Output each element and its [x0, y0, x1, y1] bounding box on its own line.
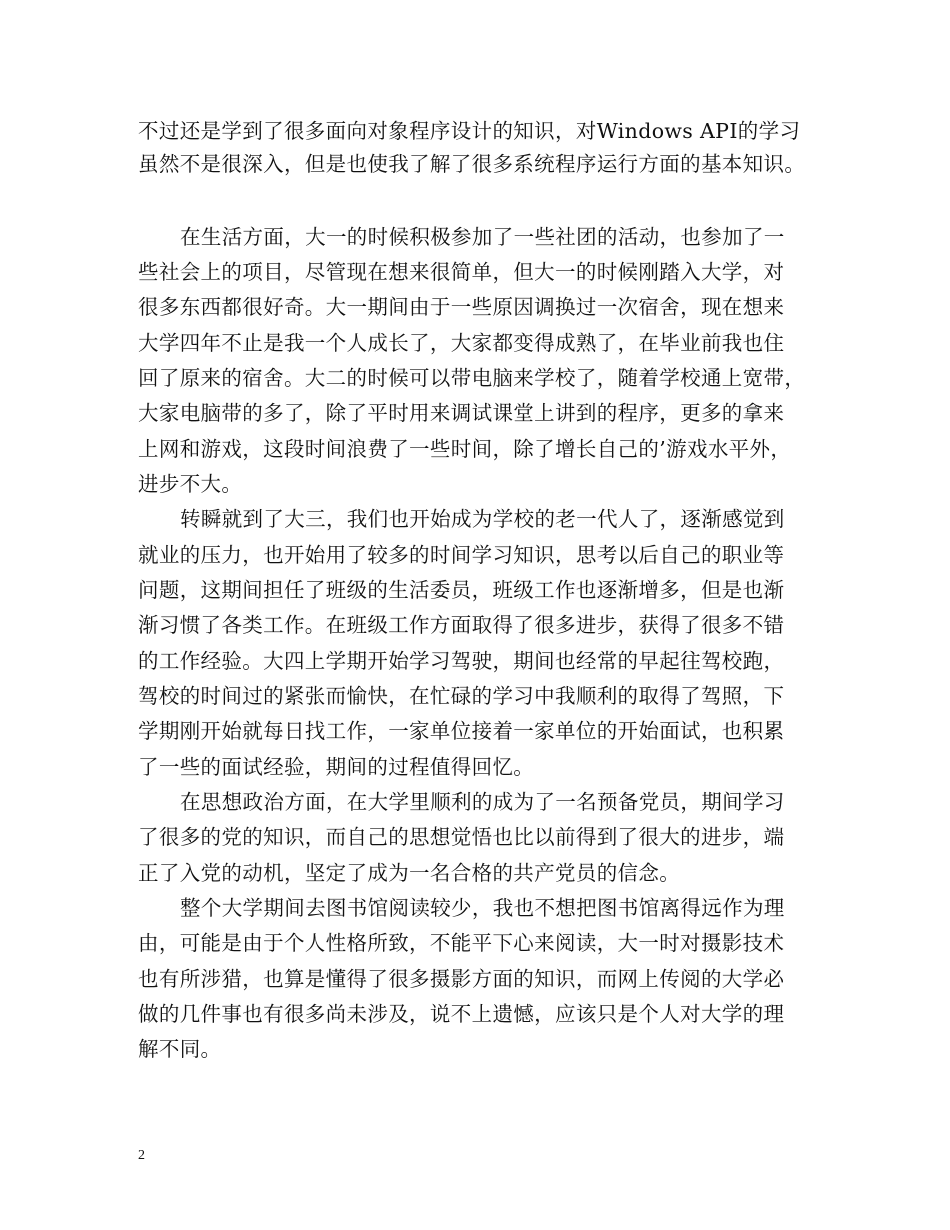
text-line: 由，可能是由于个人性格所致，不能平下心来阅读，大一时对摄影技术: [138, 931, 785, 955]
paragraph-line: 转瞬就到了大三，我们也开始成为学校的老一代人了，逐渐感觉到: [180, 507, 785, 531]
text-line: 大学四年不止是我一个人成长了，大家都变得成熟了，在毕业前我也住: [138, 331, 785, 355]
text-line: 也有所涉猎，也算是懂得了很多摄影方面的知识，而网上传阅的大学必: [138, 967, 785, 991]
paragraph-line: 在思想政治方面，在大学里顺利的成为了一名预备党员，期间学习: [180, 790, 785, 814]
text-line: 渐习惯了各类工作。在班级工作方面取得了很多进步，获得了很多不错: [138, 613, 785, 637]
text-line: 些社会上的项目，尽管现在想来很简单，但大一的时候刚踏入大学，对: [138, 260, 785, 284]
text-line: 虽然不是很深入，但是也使我了解了很多系统程序运行方面的基本知识。: [138, 152, 806, 176]
text-line: 的工作经验。大四上学期开始学习驾驶，期间也经常的早起往驾校跑，: [138, 649, 785, 673]
text-line: 问题，这期间担任了班级的生活委员，班级工作也逐渐增多，但是也渐: [138, 578, 785, 602]
text-line: 正了入党的动机，坚定了成为一名合格的共产党员的信念。: [138, 861, 681, 885]
text-line: 大家电脑带的多了，除了平时用来调试课堂上讲到的程序，更多的拿来: [138, 401, 785, 425]
text-line: 进步不大。: [138, 472, 243, 496]
text-line: 了一些的面试经验，期间的过程值得回忆。: [138, 755, 535, 779]
text-line: 学期刚开始就每日找工作，一家单位接着一家单位的开始面试，也积累: [138, 719, 785, 743]
text-line: 做的几件事也有很多尚未涉及，说不上遗憾，应该只是个人对大学的理: [138, 1002, 785, 1026]
text-line: 回了原来的宿舍。大二的时候可以带电脑来学校了，随着学校通上宽带，: [138, 366, 806, 390]
text-line: 不过还是学到了很多面向对象程序设计的知识，对Windows API的学习: [138, 119, 801, 143]
page-number: 2: [138, 1148, 145, 1163]
paragraph-line: 整个大学期间去图书馆阅读较少，我也不想把图书馆离得远作为理: [180, 896, 785, 920]
text-line: 上网和游戏，这段时间浪费了一些时间，除了增长自己的’游戏水平外，: [138, 437, 792, 461]
text-line: 了很多的党的知识，而自己的思想觉悟也比以前得到了很大的进步，端: [138, 825, 785, 849]
paragraph-line: 在生活方面，大一的时候积极参加了一些社团的活动，也参加了一: [180, 225, 785, 249]
text-line: 解不同。: [138, 1037, 222, 1061]
text-line: 很多东西都很好奇。大一期间由于一些原因调换过一次宿舍，现在想来: [138, 295, 785, 319]
text-line: 驾校的时间过的紧张而愉快，在忙碌的学习中我顺利的取得了驾照，下: [138, 684, 785, 708]
text-line: 就业的压力，也开始用了较多的时间学习知识，思考以后自己的职业等: [138, 543, 785, 567]
